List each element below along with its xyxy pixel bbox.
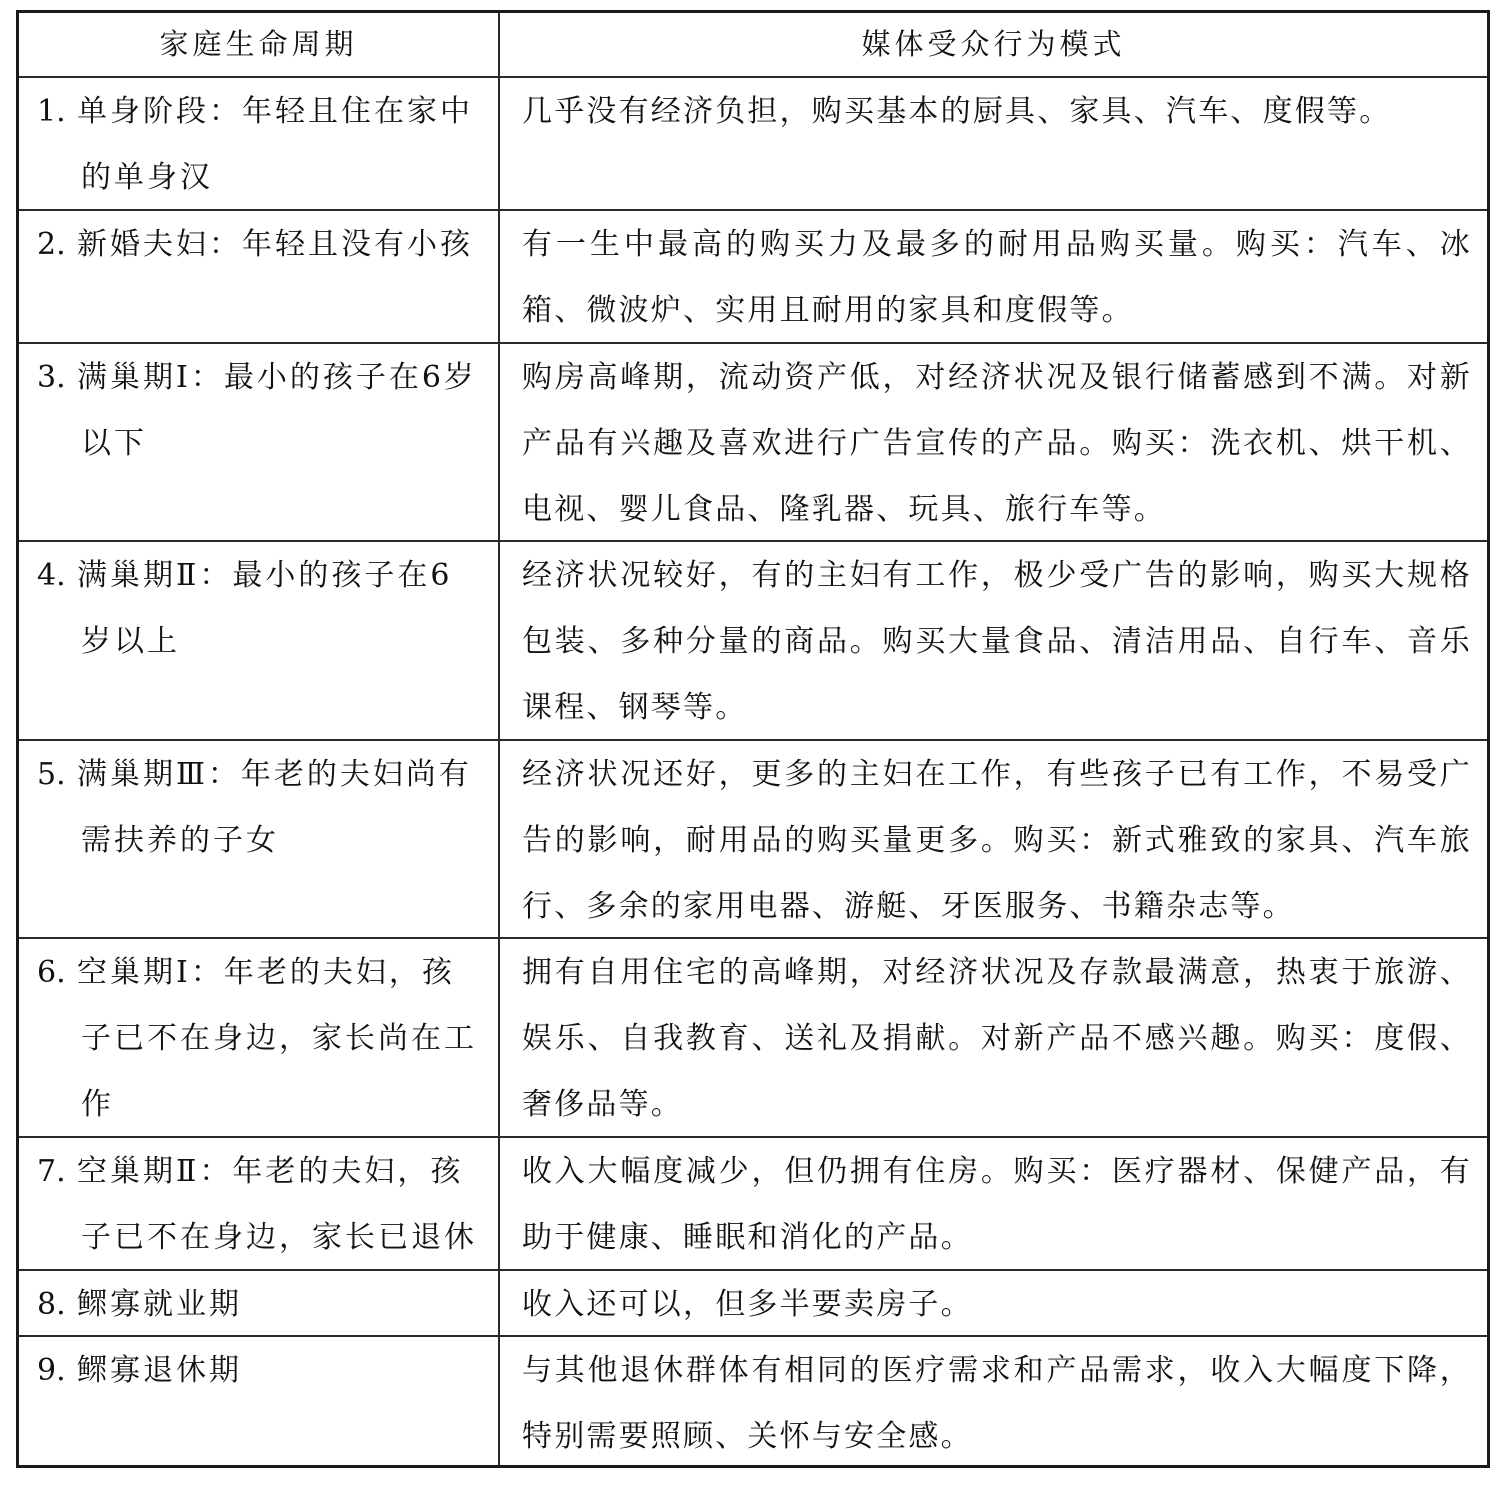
stage-text: 鳏寡就业期 [77,1287,242,1322]
table-row-behavior: 与其他退休群体有相同的医疗需求和产品需求，收入大幅度下降，特别需要照顾、关怀与安全感。 [522,1353,1472,1454]
stage-text: 单身阶段：年轻且住在家中的单身汉 [77,94,473,195]
table-row-stage [37,940,481,1138]
table-row-behavior: 收入大幅度减少，但仍拥有住房。购买：医疗器材、保健产品，有助于健康、睡眠和消化的产品。 [522,1154,1472,1255]
table-row-stage [37,1338,481,1404]
stage-text: 新婚夫妇：年轻且没有小孩 [77,227,473,262]
stage-text: 空巢期Ⅰ：年老的夫妇，孩子已不在身边，家长尚在工作 [77,955,477,1122]
header-life-cycle: 家庭生命周期 [159,27,358,61]
table-row-stage [37,345,481,477]
header-audience-behavior: 媒体受众行为模式 [861,27,1126,61]
stage-text: 空巢期Ⅱ：年老的夫妇，孩子已不在身边，家长已退休 [77,1154,477,1255]
table-row-behavior: 经济状况还好，更多的主妇在工作，有些孩子已有工作，不易受广告的影响，耐用品的购买量更多。购买：新式雅致的家具、汽车旅行、多余的家用电器、游艇、牙医服务、书籍杂志等。 [522,757,1472,924]
row-number: 7. [37,1154,66,1189]
table-row-stage [37,742,481,874]
table-row-stage [37,79,481,211]
row-number: 1. [37,94,66,129]
table-row-behavior: 收入还可以，但多半要卖房子。 [522,1287,973,1322]
table-row-behavior: 拥有自用住宅的高峰期，对经济状况及存款最满意，热衷于旅游、娱乐、自我教育、送礼及捐献。对新产品不感兴趣。购买：度假、奢侈品等。 [522,955,1472,1122]
stage-text: 满巢期Ⅱ：最小的孩子在6岁以上 [77,558,453,659]
stage-text: 鳏寡退休期 [77,1353,242,1388]
stage-text: 满巢期Ⅰ：最小的孩子在6岁以下 [77,360,477,461]
row-number: 5. [37,757,66,792]
row-divider [19,76,1487,78]
row-number: 9. [37,1353,66,1388]
table-row-stage [37,1139,481,1271]
table-row-stage [37,212,481,278]
row-number: 6. [37,955,66,990]
table-row-behavior: 购房高峰期，流动资产低，对经济状况及银行储蓄感到不满。对新产品有兴趣及喜欢进行广告宣传的产品。购买：洗衣机、烘干机、电视、婴儿食品、隆乳器、玩具、旅行车等。 [522,360,1472,527]
row-number: 2. [37,227,66,262]
stage-text: 满巢期Ⅲ：年老的夫妇尚有需扶养的子女 [77,757,472,858]
row-number: 3. [37,360,66,395]
life-cycle-table [16,10,1490,1468]
table-row-behavior: 几乎没有经济负担，购买基本的厨具、家具、汽车、度假等。 [522,94,1392,129]
row-number: 8. [37,1287,66,1322]
table-row-behavior: 经济状况较好，有的主妇有工作，极少受广告的影响，购买大规格包装、多种分量的商品。购买大量食品、清洁用品、自行车、音乐课程、钢琴等。 [522,558,1472,725]
table-row-stage [37,1272,481,1338]
row-number: 4. [37,558,66,593]
table-row-stage [37,543,481,675]
table-row-behavior: 有一生中最高的购买力及最多的耐用品购买量。购买：汽车、冰箱、微波炉、实用且耐用的家具和度假等。 [522,227,1472,328]
